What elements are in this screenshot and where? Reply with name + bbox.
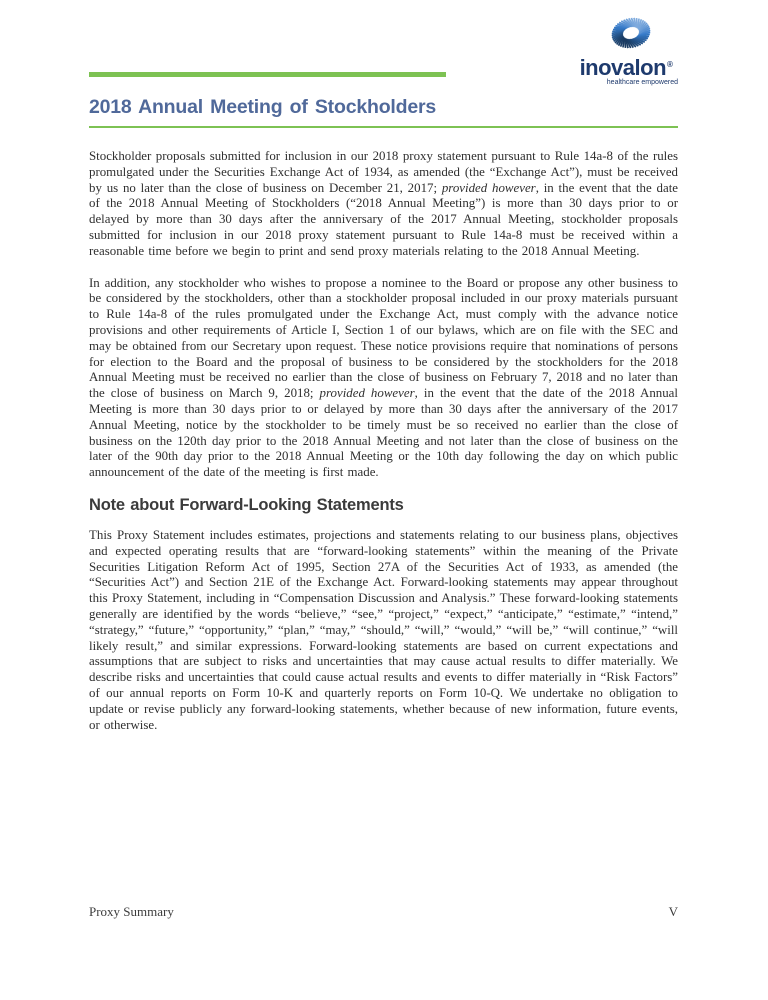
paragraph-text: This Proxy Statement includes estimates, projections and statements relating to our business plans, objectives and expected operating results that are “forward-looking statements” within the meaning of the Private Securities Litigation Reform Act of 1995, Section 27A of the Securities Act of 1933, as amended (the “Securities Act”) and Section 21E of the Exchange Act. Forward-looking statements may appear throughout this Proxy Statement, including in “Compensation Discussion and Analysis.” These forward-looking statements generally are identified by the words “believe,” “see,” “project,” “expect,” “anticipate,” “estimate,” “intend,” “strategy,” “future,” “opportunity,” “plan,” “may,” “should,” “will,” “would,” “will be,” “will continue,” “will likely result,” and similar expressions. Forward-looking statements are based on current expectations and assumptions that are subject to risks and uncertainties that may cause actual results to differ materially. We describe risks and uncertainties that could cause actual results and events to differ materially in “Risk Factors” of our annual reports on Form 10-K and quarterly reports on Form 10-Q. We undertake no obligation to update or revise publicly any forward-looking statements, whether because of new information, future events, or otherwise. xyxy=(89,527,678,732)
paragraph-rule-14a8 xyxy=(89,149,678,260)
inovalon-burst-icon xyxy=(607,10,655,56)
footer-section-label: Proxy Summary xyxy=(89,904,174,919)
section-heading-forward-looking: Note about Forward-Looking Statements xyxy=(89,495,404,514)
paragraph-text: , in the event that the date of the 2018 Annual Meeting is more than 30 days prior to or delayed by more than 30 days after the anniversary of the 2017 Annual Meeting, notice by the stockholder to be timely must be so received no earlier than the close of business on the 120th day prior to the 2018 Annual Meeting and not later than the close of business on the later of the 90th day prior to the 2018 Annual Meeting or the 10th day following the day on which public announcement of the date of the meeting is first made. xyxy=(89,386,678,480)
page-footer xyxy=(89,904,678,920)
section-heading-annual-meeting: 2018 Annual Meeting of Stockholders xyxy=(89,96,437,118)
paragraph-italic-text: provided however xyxy=(441,180,536,195)
footer-page-number: V xyxy=(668,904,678,919)
heading-underline-rule xyxy=(89,126,678,128)
paragraph-advance-notice xyxy=(89,276,678,481)
inovalon-logo xyxy=(570,10,682,87)
top-accent-rule xyxy=(89,72,446,77)
paragraph-italic-text: provided however xyxy=(319,386,415,401)
logo-tagline: healthcare empowered xyxy=(606,79,678,86)
paragraph-text: , in the event that the date of the 2018 Annual Meeting of Stockholders (“2018 Annual Meeting”) is more than 30 days prior to or delayed by more than 30 days after the anniversary of the 2017 Annual Meeting, stockholder proposals submitted for inclusion in our 2018 proxy statement pursuant to Rule 14a-8 must be received within a reasonable time before we begin to print and send proxy materials relating to the 2018 Annual Meeting. xyxy=(89,180,679,258)
paragraph-text: Stockholder proposals submitted for inclusion in our 2018 proxy statement pursuant to Rule 14a-8 of the rules promulgated under the Securities Exchange Act of 1934, as amended (the “Exchange Act”), must be received by us no later than the close of business on December 21, 2017; xyxy=(89,149,678,195)
page-content xyxy=(89,96,678,733)
logo-brand-text: inovalon xyxy=(579,55,667,80)
paragraph-forward-looking xyxy=(89,528,678,733)
paragraph-text: In addition, any stockholder who wishes to propose a nominee to the Board or propose any other business to be considered by the stockholders, other than a stockholder proposal included in our proxy materials pursuant to Rule 14a-8 of the rules promulgated under the Exchange Act, must comply with the advance notice provisions and other requirements of Article I, Section 1 of our bylaws, which are on file with the SEC and may be obtained from our Secretary upon request. These notice provisions require that nominations of persons for election to the Board and the proposal of business to be considered by the stockholders for the 2018 Annual Meeting must be received no earlier than the close of business on February 7, 2018 and no later than the close of business on March 9, 2018; xyxy=(89,275,678,401)
logo-wordmark xyxy=(580,54,673,79)
registered-trademark-symbol: ® xyxy=(667,60,673,69)
